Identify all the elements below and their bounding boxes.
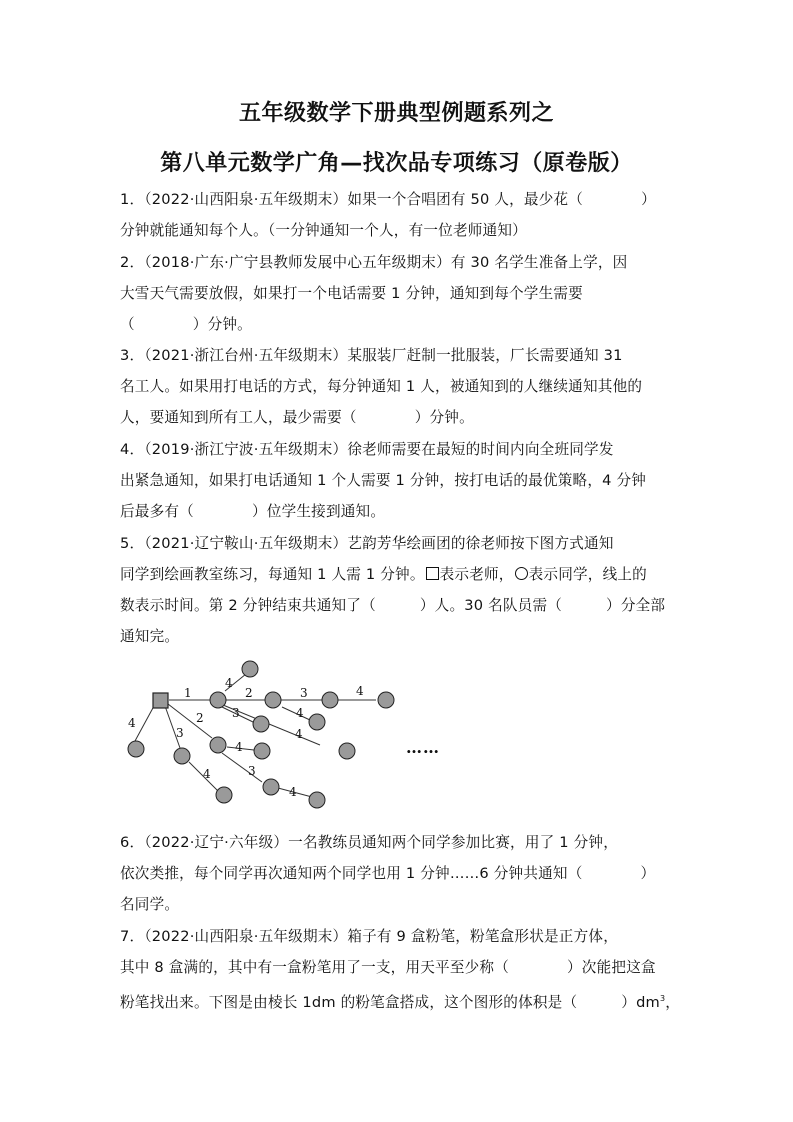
question-2-line-1: 2．（2018·广东·广宁县教师发展中心五年级期末）有 30 名学生准备上学，因 [120,254,628,271]
student-node [174,748,190,764]
bracket-close: ） [640,865,656,882]
question-4-text-end: ）位学生接到通知。 [251,503,386,520]
student-node [216,787,232,803]
student-node [253,716,269,732]
student-node [309,792,325,808]
question-5-line-3 [120,596,665,616]
ellipsis: …… [406,738,440,757]
question-7-line-1: 7．（2022·山西阳泉·五年级期末）箱子有 9 盒粉笔，粉笔盒形状是正方体， [120,928,618,945]
question-4-line-1: 4．（2019·浙江宁波·五年级期末）徐老师需要在最短的时间内向全班同学发 [120,441,614,458]
question-1-line-1 [120,190,656,210]
question-4-line-3 [120,502,385,522]
edge-label: 4 [128,716,136,730]
question-5-text-a: 数表示时间。第 2 分钟结束共通知了（ [120,597,376,614]
edge-label: 3 [248,764,256,778]
student-node [242,661,258,677]
student-node [322,692,338,708]
circle-icon [515,567,528,580]
edge-label: 2 [245,686,253,700]
edge-label: 4 [296,706,304,720]
question-3-text-end: ）分钟。 [414,409,474,426]
unit-exponent: 3 [659,994,666,1003]
edge-label: 3 [300,686,308,700]
question-1-text: 1．（2022·山西阳泉·五年级期末）如果一个合唱团有 50 人，最少花（ [120,191,584,208]
question-7-line-3 [120,989,680,1013]
student-node [254,743,270,759]
edge-label: 3 [232,706,240,720]
question-6-text: 依次类推，每个同学再次通知两个同学也用 1 分钟……6 分钟共通知（ [120,865,583,882]
student-node [339,743,355,759]
edge [135,706,154,741]
question-7-text: 其中 8 盒满的，其中有一盒粉笔用了一支，用天平至少称（ [120,959,510,976]
comma: ， [665,993,681,1011]
question-7-text-end: ）次能把这盒 [567,959,656,976]
question-3-line-2: 名工人。如果用打电话的方式，每分钟通知 1 人，被通知到的人继续通知其他的 [120,378,643,395]
question-2-text: ）分钟。 [192,316,252,333]
student-node [378,692,394,708]
question-5-text-c: ）分全部 [606,597,666,614]
question-3-line-1: 3．（2021·浙江台州·五年级期末）某服装厂赶制一批服装，厂长需要通知 31 [120,347,623,364]
question-3-text: 人，要通知到所有工人，最少需要（ [120,409,357,426]
student-nodes [128,661,394,808]
question-5-line-2 [120,565,647,585]
question-6-line-2 [120,864,655,884]
question-2-line-2: 大雪天气需要放假，如果打一个电话需要 1 分钟，通知到每个学生需要 [120,285,583,302]
student-node [210,692,226,708]
tree-edges [135,674,376,797]
edge-label: 4 [295,727,303,741]
bracket-open: （ [120,316,135,333]
question-5-line-4: 通知完。 [120,628,180,645]
edge [222,753,262,782]
question-4-text: 后最多有（ [120,503,194,520]
square-icon [426,567,439,580]
edge-label: 4 [203,767,211,781]
document-title: 五年级数学下册典型例题系列之 [238,101,554,126]
student-node [309,714,325,730]
question-5-text-student: 表示同学，线上的 [528,566,647,583]
edge-label: 2 [196,711,204,725]
question-4-line-2: 出紧急通知，如果打电话通知 1 个人需要 1 分钟，按打电话的最优策略，4 分钟 [120,472,647,489]
question-6-line-3: 名同学。 [120,896,180,913]
student-node [263,779,279,795]
question-1-line-2: 分钟就能通知每个人。（一分钟通知一个人，有一位老师通知） [120,222,527,239]
question-5-line-1: 5．（2021·辽宁鞍山·五年级期末）艺韵芳华绘画团的徐老师按下图方式通知 [120,535,614,552]
question-6-line-1: 6．（2022·辽宁·六年级）一名教练员通知两个同学参加比赛，用了 1 分钟， [120,834,618,851]
bracket-close: ） [641,191,656,208]
question-7-text-volume: 粉笔找出来。下图是由棱长 1dm 的粉笔盒搭成，这个图形的体积是（ [120,993,578,1011]
student-node [128,741,144,757]
edge-label: 4 [289,785,297,799]
student-node [210,737,226,753]
student-node [265,692,281,708]
edge-label: 4 [235,740,243,754]
edge-label: 4 [356,684,364,698]
document-subtitle: 第八单元数学广角—找次品专项练习（原卷版） [160,151,633,176]
question-3-line-3 [120,408,474,428]
question-5-text-b: ）人。30 名队员需（ [419,597,563,614]
teacher-square-node [153,693,168,708]
unit-dm: ）dm [621,993,660,1011]
question-7-line-2 [120,958,656,978]
question-5-text-teacher: 表示老师， [439,566,514,583]
edge-label: 4 [225,676,233,690]
notification-tree-diagram [120,655,460,815]
edge-label: 1 [184,686,192,700]
question-5-text: 同学到绘画教室练习，每通知 1 人需 1 分钟。 [120,566,425,583]
question-2-line-3 [120,315,252,335]
edge-label: 3 [176,726,184,740]
